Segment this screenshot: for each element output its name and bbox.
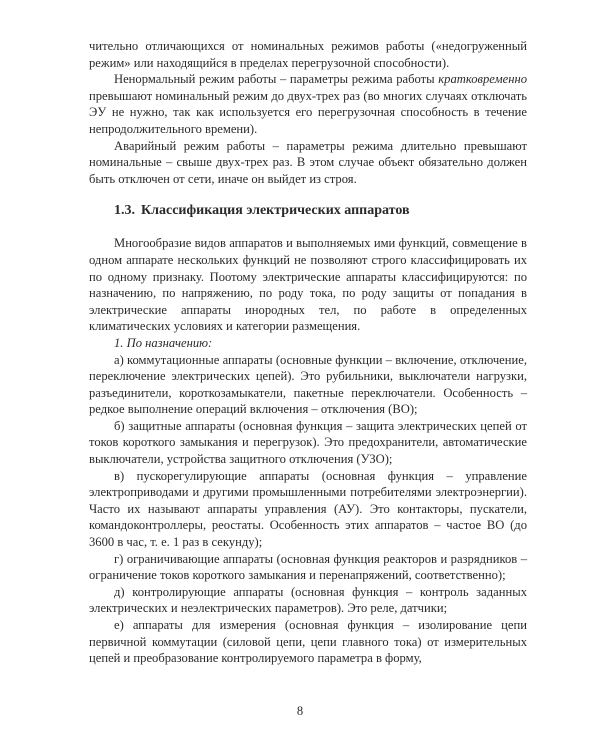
list-item-g: г) ограничивающие аппараты (основная функция реакторов и разрядников – ограничение токов короткого замыкания и перенапряжений, соответственно); (89, 551, 527, 583)
page-body (89, 38, 527, 667)
list-item-d: д) контролирующие аппараты (основная функция – контроль заданных электрических и неэлектрических параметров). Это реле, датчики; (89, 584, 527, 616)
paragraph-continuation: чительно отличающихся от номинальных режимов работы («недогруженный режим» или находящийся в пределах перегрузочной способности). (89, 39, 527, 70)
text-abnormal-a: Ненормальный режим работы – параметры режима работы (114, 72, 439, 87)
list-item-e: е) аппараты для измерения (основная функция – изолирование цепи первичной коммутации (силовой цепи, цепи главного тока) от измерительных цепей и преобразование контролируемого параметра в форму, (89, 618, 527, 666)
text-abnormal-b: превышают номинальный режим до двух-трех раз (во многих случаях отключать ЭУ не нужно, так как используется его перегрузочная способность в течение непродолжительного времени). (89, 88, 527, 136)
page-number: 8 (296, 704, 304, 718)
paragraph-intro: Многообразие видов аппаратов и выполняемых ими функций, совмещение в одном аппарате нескольких функций не позволяют строго классифицировать их по одному признаку. Поотому электрические аппараты классифицируются: по назначению, по напряжению, по роду тока, по роду защиты от попадания в электрические аппараты инородных тел, по работе в определенных климатических условиях и категории размещения. (89, 236, 527, 334)
paragraph-emergency-mode: Аварийный режим работы – параметры режима длительно превышают номинальные – свыше двух-трех раз. В этом случае объект обязательно должен быть отключен от сети, иначе он выйдет из строя. (89, 138, 527, 186)
section-heading (89, 202, 527, 220)
list-item-b: б) защитные аппараты (основная функция – защита электрических цепей от токов короткого замыкания и перегрузок). Это предохранители, автоматические выключатели, устройства защитного отключения (УЗО); (89, 418, 527, 467)
list-item-a: а) коммутационные аппараты (основные функции – включение, отключение, переключение электрических цепей). Это рубильники, выключатели нагрузки, разъединители, короткозамыкатели, пакетные переключатели. Особенность – редкое выполнение операций включения – отключения (ВО); (89, 352, 527, 417)
list-heading: 1. По назначению: (114, 335, 213, 350)
paragraph-abnormal-mode (89, 71, 527, 137)
section-number: 1.3. (114, 203, 135, 219)
section-title: Классификация электрических аппаратов (141, 203, 410, 219)
list-item-v: в) пускорегулирующие аппараты (основная функция – управление электроприводами и другими промышленными потребителями электроэнергии). Часто их называют аппараты управления (АУ). Это контакторы, пускатели, командоконтроллеры, реостаты. Особенность этих аппаратов – частое ВО (до 3600 в час, т. е. 1 раз в секунду); (89, 468, 527, 550)
text-abnormal-italic: кратковременно (438, 72, 527, 87)
